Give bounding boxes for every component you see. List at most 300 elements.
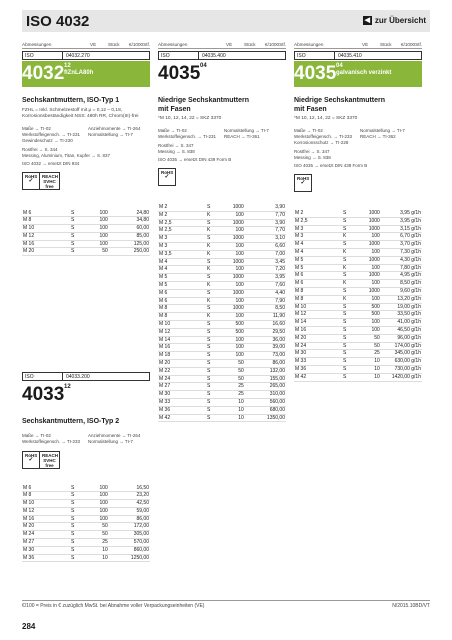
packaging-cell: S xyxy=(70,539,84,547)
product-finish: 04 xyxy=(200,63,207,69)
table-row xyxy=(158,414,286,422)
size-cell: M 2,5 xyxy=(158,219,206,227)
quantity-cell: 100 xyxy=(84,225,109,233)
packaging-cell: S xyxy=(206,219,220,227)
price-cell: 172,00 xyxy=(109,523,150,531)
table-row xyxy=(158,359,286,367)
quantity-cell: 100 xyxy=(220,281,245,289)
property-links[interactable]: Maße → TI-02 Anziehmomente → TI-264 Werkstoffeigensch. → TI-231 Normalstellung → TI-7 Gewindeschutz → TI-230 xyxy=(22,125,141,143)
quantity-cell: 100 xyxy=(84,492,109,500)
quantity-cell: 100 xyxy=(84,217,109,225)
rohs-badge: RoHS ✓ xyxy=(22,172,40,190)
replaces-note: ISO 4032 → ersetzt DIN 934 xyxy=(22,160,80,166)
quantity-cell: 50 xyxy=(220,375,245,383)
price-cell: 7,90 xyxy=(245,297,286,305)
compliance-badges xyxy=(22,172,150,190)
table-row xyxy=(158,344,286,352)
quantity-cell: 10 xyxy=(220,398,245,406)
table-row xyxy=(22,485,150,492)
property-links[interactable]: Maße → TI-02 Normalstellung → TI-7 Werkstoffeigensch. → TI-233 REACH → TI-362 Korrosionsschutz → TI-228 xyxy=(294,128,405,145)
price-cell: 250,00 xyxy=(109,248,150,256)
price-cell: 310,00 xyxy=(245,391,286,399)
price-cell: 39,00 xyxy=(245,344,286,352)
product-finish: 04 galvanisch verzinkt xyxy=(336,63,392,76)
alternative-links[interactable]: Rostfrei → S. 344 Messing, Aluminium, Titan, Kupfer → S. 837 xyxy=(22,146,111,158)
size-cell: M 2 xyxy=(158,211,206,219)
price-cell: 13,20 g/1h xyxy=(381,295,422,303)
table-row xyxy=(158,258,286,266)
packaging-cell: K xyxy=(206,227,220,235)
price-cell: 46,50 g/1h xyxy=(381,326,422,334)
back-arrow-icon: ◀ xyxy=(364,17,371,24)
price-cell: 1350,00 xyxy=(245,414,286,422)
size-cell: M 36 xyxy=(294,365,342,373)
replaces-note: ISO 4035 → ersetzt DIN 439 Form B xyxy=(294,163,368,168)
packaging-cell: S xyxy=(342,225,356,233)
table-row xyxy=(158,320,286,328)
product-code: 4032 xyxy=(22,63,65,84)
price-cell: 29,50 xyxy=(245,328,286,336)
table-row xyxy=(158,328,286,336)
quantity-cell: 1000 xyxy=(356,241,381,249)
price-cell: 16,50 xyxy=(109,485,150,492)
price-cell: 8,50 g/1h xyxy=(381,280,422,288)
product-description: *M 10, 12, 14, 22 = SKZ 3370 xyxy=(294,116,358,121)
table-row xyxy=(158,242,286,250)
packaging-cell: S xyxy=(70,492,84,500)
packaging-cell: S xyxy=(70,225,84,233)
table-row xyxy=(294,358,422,366)
reach-badge: REACH SVHC free xyxy=(42,173,59,189)
size-cell: M 36 xyxy=(22,554,70,562)
size-cell: M 24 xyxy=(294,342,342,350)
table-row xyxy=(158,336,286,344)
table-row xyxy=(22,232,150,240)
table-row xyxy=(158,313,286,321)
table-row xyxy=(22,554,150,562)
size-cell: M 6 xyxy=(158,297,206,305)
catalog-code: N/2015.10BD/VT xyxy=(392,603,430,609)
quantity-cell: 100 xyxy=(356,248,381,256)
size-cell: M 5 xyxy=(158,274,206,282)
packaging-cell: S xyxy=(342,326,356,334)
quantity-cell: 100 xyxy=(84,485,109,492)
packaging-cell: K xyxy=(206,266,220,274)
price-cell: 570,00 xyxy=(109,539,150,547)
property-links[interactable]: Maße → TI-02 Anziehmomente → TI-264 Werkstoffeigensch. → TI-233 Normalstellung → TI-7 xyxy=(22,432,141,444)
price-cell: 7,60 xyxy=(245,281,286,289)
quantity-cell: 100 xyxy=(356,233,381,241)
packaging-cell: S xyxy=(206,414,220,422)
overview-link[interactable] xyxy=(363,16,426,25)
packaging-cell: K xyxy=(206,281,220,289)
price-cell: 125,00 xyxy=(109,240,150,248)
page-header xyxy=(22,10,430,32)
size-cell: M 20 xyxy=(158,359,206,367)
article-number: 04035.410 xyxy=(338,53,362,59)
packaging-cell: S xyxy=(206,367,220,375)
packaging-cell: S xyxy=(342,210,356,217)
article-line: ISO 04035.410 xyxy=(294,51,422,60)
quantity-cell: 1000 xyxy=(220,274,245,282)
price-cell: 3,90 xyxy=(245,219,286,227)
price-note: €/100 = Preis in € zuzüglich MwSt. bei Abnahme voller Verpackungseinheiten (VE) xyxy=(22,603,205,609)
product-finish: 12 xyxy=(64,384,71,390)
table-row xyxy=(294,256,422,264)
packaging-cell: K xyxy=(342,295,356,303)
quantity-cell: 100 xyxy=(220,250,245,258)
packaging-cell: K xyxy=(342,280,356,288)
price-table xyxy=(22,210,150,257)
table-row xyxy=(158,250,286,258)
size-cell: M 5 xyxy=(294,264,342,272)
table-row xyxy=(158,352,286,360)
table-row xyxy=(294,326,422,334)
packaging-cell: S xyxy=(206,289,220,297)
quantity-cell: 100 xyxy=(356,319,381,327)
quantity-cell: 100 xyxy=(220,313,245,321)
price-cell: 860,00 xyxy=(109,546,150,554)
quantity-cell: 100 xyxy=(356,264,381,272)
price-cell: 345,00 g/1h xyxy=(381,350,422,358)
packaging-cell: S xyxy=(206,375,220,383)
price-cell: 7,00 xyxy=(245,250,286,258)
table-row xyxy=(294,210,422,217)
price-table xyxy=(294,210,422,382)
product-title: Niedrige Sechskantmuttern mit Fasen xyxy=(158,97,250,113)
product-title: Niedrige Sechskantmuttern mit Fasen xyxy=(294,97,386,113)
packaging-cell: S xyxy=(206,406,220,414)
table-row xyxy=(158,266,286,274)
price-cell: 7,80 g/1h xyxy=(381,264,422,272)
quantity-cell: 500 xyxy=(356,303,381,311)
size-cell: M 27 xyxy=(158,383,206,391)
table-row xyxy=(22,500,150,508)
packaging-cell: K xyxy=(206,211,220,219)
price-cell: 36,00 xyxy=(245,336,286,344)
packaging-cell: S xyxy=(70,240,84,248)
quantity-cell: 50 xyxy=(220,359,245,367)
size-cell: M 20 xyxy=(22,523,70,531)
quantity-cell: 100 xyxy=(220,352,245,360)
size-cell: M 8 xyxy=(22,492,70,500)
packaging-cell: S xyxy=(206,344,220,352)
size-cell: M 5 xyxy=(158,281,206,289)
table-row xyxy=(22,225,150,233)
page-number: 284 xyxy=(22,622,36,631)
product-code-bar xyxy=(22,61,150,87)
price-cell: 3,45 xyxy=(245,258,286,266)
quantity-cell: 100 xyxy=(84,210,109,217)
price-cell: 85,00 xyxy=(109,232,150,240)
size-cell: M 16 xyxy=(22,240,70,248)
size-cell: M 3 xyxy=(158,242,206,250)
price-cell: 23,20 xyxy=(109,492,150,500)
table-row xyxy=(158,204,286,211)
quantity-cell: 1000 xyxy=(220,289,245,297)
packaging-cell: S xyxy=(70,515,84,523)
quantity-cell: 10 xyxy=(220,406,245,414)
size-cell: M 16 xyxy=(158,344,206,352)
size-cell: M 42 xyxy=(294,373,342,381)
size-cell: M 2 xyxy=(158,204,206,211)
check-icon: ✓ xyxy=(28,456,34,463)
size-cell: M 2,5 xyxy=(158,227,206,235)
article-number: 04033.200 xyxy=(66,374,90,380)
price-cell: 41,00 g/1h xyxy=(381,319,422,327)
packaging-cell: S xyxy=(206,398,220,406)
packaging-cell: S xyxy=(206,328,220,336)
table-row xyxy=(158,235,286,243)
overview-link-label: zur Übersicht xyxy=(374,16,426,25)
size-cell: M 10 xyxy=(294,303,342,311)
check-icon: ✓ xyxy=(28,177,34,184)
table-row xyxy=(294,225,422,233)
table-row xyxy=(294,373,422,381)
size-cell: M 4 xyxy=(294,241,342,249)
packaging-cell: K xyxy=(206,313,220,321)
packaging-cell: S xyxy=(342,334,356,342)
price-cell: 8,50 xyxy=(245,305,286,313)
size-cell: M 8 xyxy=(158,313,206,321)
table-row xyxy=(158,289,286,297)
packaging-cell: S xyxy=(206,305,220,313)
quantity-cell: 500 xyxy=(220,320,245,328)
packaging-cell: S xyxy=(342,287,356,295)
table-row xyxy=(158,383,286,391)
table-row xyxy=(294,319,422,327)
table-row xyxy=(158,305,286,313)
table-row xyxy=(294,272,422,280)
price-cell: 630,00 g/1h xyxy=(381,358,422,366)
property-links[interactable]: Maße → TI-02 Normalstellung → TI-7 Werkstoffeigensch. → TI-231 REACH → TI-361 xyxy=(158,128,269,139)
price-cell: 34,80 xyxy=(109,217,150,225)
price-cell: 86,00 xyxy=(245,359,286,367)
size-cell: M 3 xyxy=(158,235,206,243)
packaging-cell: S xyxy=(342,350,356,358)
packaging-cell: S xyxy=(342,358,356,366)
price-cell: 155,00 xyxy=(245,375,286,383)
size-cell: M 8 xyxy=(158,305,206,313)
product-column-4033 xyxy=(22,370,150,562)
price-cell: 680,00 xyxy=(245,406,286,414)
quantity-cell: 50 xyxy=(356,342,381,350)
size-cell: M 12 xyxy=(158,328,206,336)
packaging-cell: S xyxy=(70,531,84,539)
quantity-cell: 100 xyxy=(220,242,245,250)
packaging-cell: S xyxy=(70,500,84,508)
packaging-cell: K xyxy=(206,250,220,258)
price-cell: 6,70 g/1h xyxy=(381,233,422,241)
price-cell: 305,00 xyxy=(109,531,150,539)
size-cell: M 10 xyxy=(158,320,206,328)
quantity-cell: 1000 xyxy=(220,235,245,243)
price-cell: 1420,00 g/1h xyxy=(381,373,422,381)
size-cell: M 6 xyxy=(294,272,342,280)
price-cell: 7,20 xyxy=(245,266,286,274)
size-cell: M 8 xyxy=(294,287,342,295)
price-cell: 9,60 g/1h xyxy=(381,287,422,295)
size-cell: M 33 xyxy=(294,358,342,366)
table-row xyxy=(22,546,150,554)
quantity-cell: 100 xyxy=(220,297,245,305)
packaging-cell: S xyxy=(70,232,84,240)
product-column-4035-410 xyxy=(294,42,422,382)
quantity-cell: 1000 xyxy=(356,225,381,233)
table-row xyxy=(22,523,150,531)
quantity-cell: 1000 xyxy=(220,258,245,266)
table-row xyxy=(158,219,286,227)
packaging-cell: S xyxy=(70,523,84,531)
packaging-cell: S xyxy=(70,546,84,554)
packaging-cell: S xyxy=(70,210,84,217)
table-row xyxy=(158,274,286,282)
quantity-cell: 100 xyxy=(84,515,109,523)
price-cell: 3,95 g/1h xyxy=(381,210,422,217)
quantity-cell: 10 xyxy=(84,546,109,554)
table-row xyxy=(158,211,286,219)
packaging-cell: S xyxy=(342,365,356,373)
packaging-cell: S xyxy=(342,272,356,280)
packaging-cell: S xyxy=(206,235,220,243)
size-cell: M 4 xyxy=(158,258,206,266)
alternative-links[interactable]: Rostfrei → S. 347 Messing → S. 838 xyxy=(158,143,195,154)
size-cell: M 24 xyxy=(158,375,206,383)
quantity-cell: 10 xyxy=(220,414,245,422)
price-cell: 11,90 xyxy=(245,313,286,321)
size-cell: M 8 xyxy=(294,295,342,303)
price-cell: 730,00 g/1h xyxy=(381,365,422,373)
price-cell: 560,00 xyxy=(245,398,286,406)
price-cell: 16,60 xyxy=(245,320,286,328)
packaging-cell: S xyxy=(206,359,220,367)
table-row xyxy=(294,217,422,225)
size-cell: M 42 xyxy=(158,414,206,422)
table-row xyxy=(294,233,422,241)
table-row xyxy=(294,248,422,256)
size-cell: M 3 xyxy=(294,225,342,233)
product-column-4035-400 xyxy=(158,42,286,422)
price-cell: 6,60 xyxy=(245,242,286,250)
size-cell: M 10 xyxy=(22,500,70,508)
table-row xyxy=(158,227,286,235)
size-cell: M 16 xyxy=(22,515,70,523)
packaging-cell: K xyxy=(342,248,356,256)
product-finish: 12 flZnLA80h xyxy=(64,63,94,76)
size-cell: M 10 xyxy=(22,225,70,233)
quantity-cell: 100 xyxy=(220,336,245,344)
size-cell: M 8 xyxy=(22,217,70,225)
table-row xyxy=(22,531,150,539)
table-row xyxy=(294,280,422,288)
table-row xyxy=(22,515,150,523)
quantity-cell: 100 xyxy=(220,266,245,274)
packaging-cell: S xyxy=(342,311,356,319)
compliance-badges xyxy=(22,451,150,469)
price-cell: 7,30 g/1h xyxy=(381,248,422,256)
quantity-cell: 50 xyxy=(84,248,109,256)
price-cell: 3,95 xyxy=(245,274,286,282)
article-number: 04032.270 xyxy=(66,53,90,59)
price-cell: 1250,00 xyxy=(109,554,150,562)
quantity-cell: 1000 xyxy=(356,217,381,225)
product-title: Sechskantmuttern, ISO-Typ 2 xyxy=(22,418,120,425)
quantity-cell: 50 xyxy=(220,367,245,375)
size-cell: M 2 xyxy=(294,210,342,217)
article-line: ISO 04035.400 xyxy=(158,51,286,60)
table-row xyxy=(158,375,286,383)
price-cell: 60,00 xyxy=(109,225,150,233)
size-cell: M 18 xyxy=(158,352,206,360)
price-cell: 59,00 xyxy=(109,507,150,515)
quantity-cell: 1000 xyxy=(356,210,381,217)
product-code-bar xyxy=(22,382,150,408)
table-row xyxy=(158,406,286,414)
packaging-cell: S xyxy=(206,352,220,360)
size-cell: M 3,5 xyxy=(158,250,206,258)
price-cell: 33,50 g/1h xyxy=(381,311,422,319)
size-cell: M 20 xyxy=(22,248,70,256)
table-row xyxy=(22,210,150,217)
quantity-cell: 1000 xyxy=(220,204,245,211)
quantity-cell: 100 xyxy=(220,211,245,219)
packaging-cell: K xyxy=(342,233,356,241)
packaging-cell: S xyxy=(342,303,356,311)
packaging-cell: S xyxy=(206,383,220,391)
quantity-cell: 100 xyxy=(84,507,109,515)
table-row xyxy=(22,507,150,515)
quantity-cell: 100 xyxy=(84,500,109,508)
column-header: Abmessungen VE Stück €/1000Stf. xyxy=(158,42,286,47)
price-cell: 19,00 g/1h xyxy=(381,303,422,311)
size-cell: M 12 xyxy=(294,311,342,319)
alternative-links[interactable]: Rostfrei → S. 347 Messing → S. 838 xyxy=(294,149,331,160)
quantity-cell: 10 xyxy=(356,373,381,381)
packaging-cell: S xyxy=(342,342,356,350)
price-table xyxy=(22,485,150,563)
packaging-cell: S xyxy=(70,554,84,562)
quantity-cell: 25 xyxy=(84,539,109,547)
size-cell: M 5 xyxy=(294,256,342,264)
table-row xyxy=(294,350,422,358)
size-cell: M 24 xyxy=(22,531,70,539)
size-cell: M 30 xyxy=(294,350,342,358)
size-cell: M 4 xyxy=(158,266,206,274)
packaging-cell: S xyxy=(342,241,356,249)
quantity-cell: 1000 xyxy=(356,287,381,295)
column-header: Abmessungen VE Stück €/1000Stf. xyxy=(22,42,150,47)
table-row xyxy=(22,248,150,256)
size-cell: M 30 xyxy=(22,546,70,554)
packaging-cell: S xyxy=(206,320,220,328)
size-cell: M 6 xyxy=(22,210,70,217)
table-row xyxy=(158,367,286,375)
size-cell: M 6 xyxy=(22,485,70,492)
rohs-badge: RoHS ✓ xyxy=(158,168,176,186)
size-cell: M 12 xyxy=(22,232,70,240)
packaging-cell: S xyxy=(70,485,84,492)
quantity-cell: 10 xyxy=(356,358,381,366)
quantity-cell: 100 xyxy=(356,326,381,334)
quantity-cell: 100 xyxy=(84,240,109,248)
packaging-cell: S xyxy=(70,248,84,256)
quantity-cell: 100 xyxy=(220,344,245,352)
size-cell: M 14 xyxy=(158,336,206,344)
price-cell: 3,95 g/1h xyxy=(381,217,422,225)
table-row xyxy=(294,241,422,249)
size-cell: M 22 xyxy=(158,367,206,375)
page-footer xyxy=(22,600,430,609)
